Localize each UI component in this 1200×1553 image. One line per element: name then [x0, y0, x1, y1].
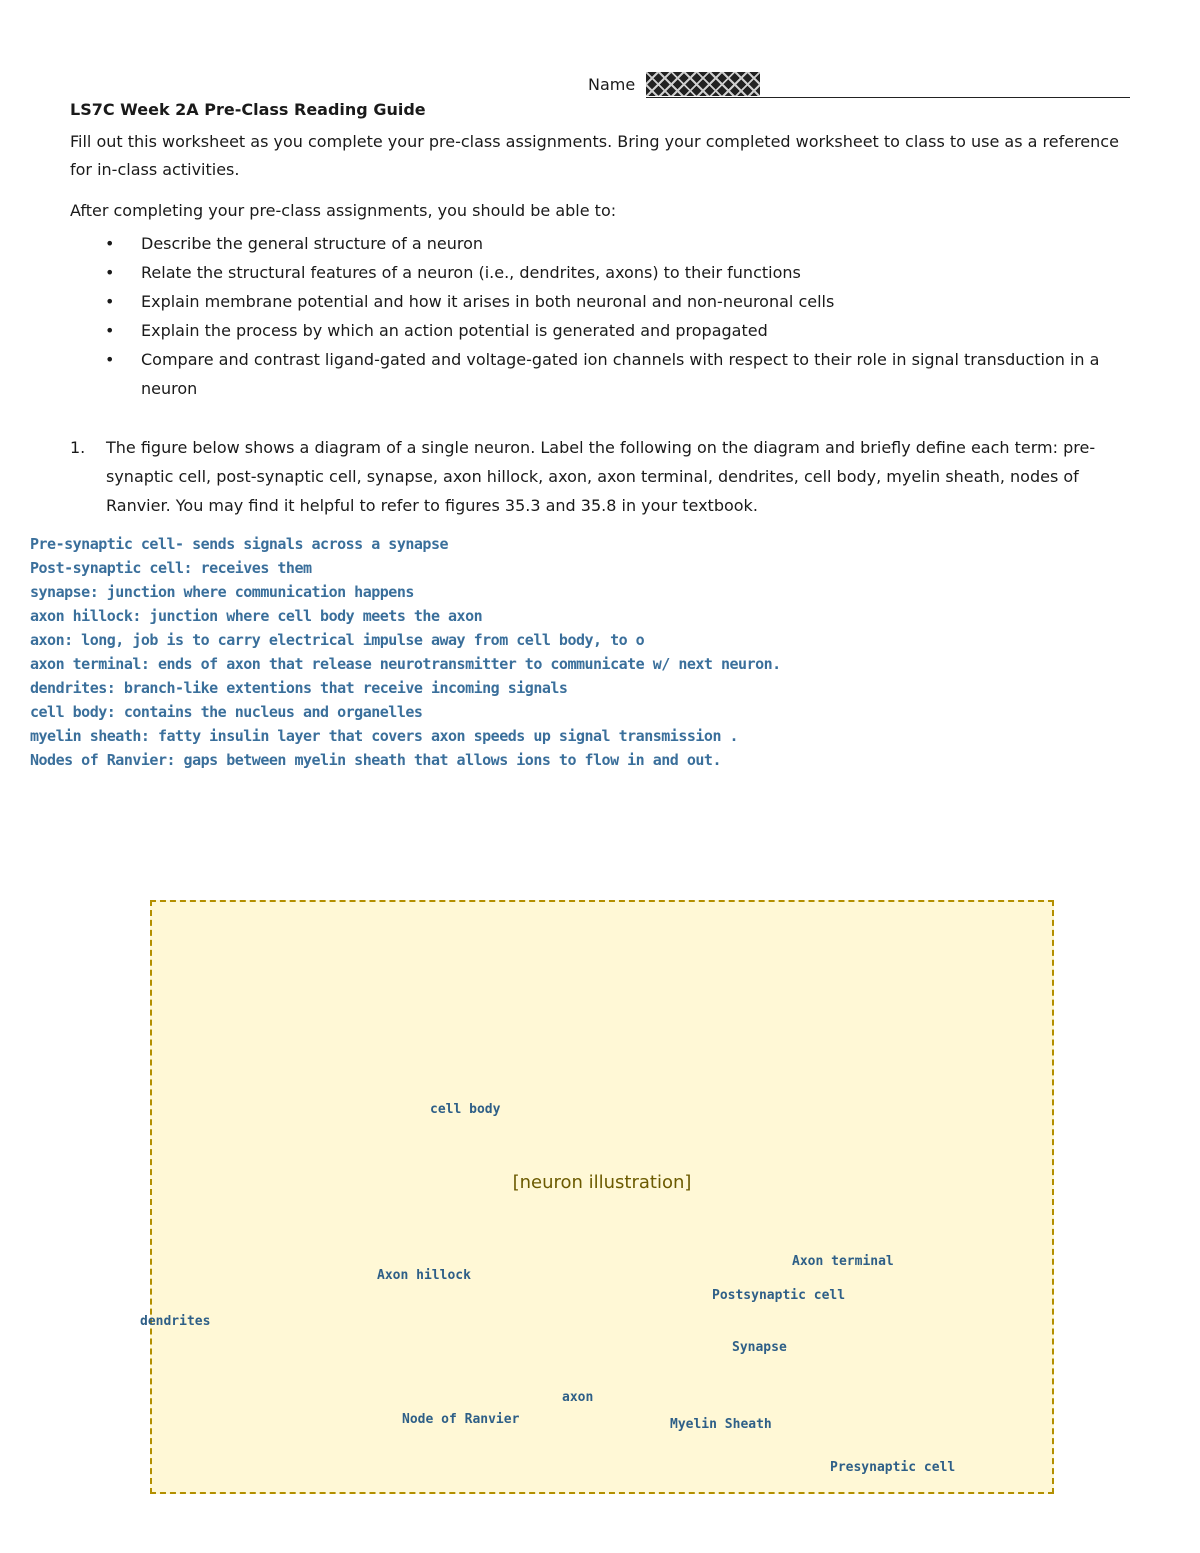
- label-cell-body: cell body: [430, 1102, 501, 1117]
- objectives-list: [70, 229, 1130, 403]
- objective-item: • Explain the process by which an action potential is generated and propagated: [70, 316, 1130, 345]
- neuron-figure: [140, 900, 1054, 1494]
- answer-line: dendrites: branch-like extentions that receive incoming signals: [30, 679, 568, 697]
- label-axon: axon: [562, 1390, 594, 1405]
- label-presynaptic-cell: Presynaptic cell: [830, 1460, 956, 1475]
- answer-line: Post-synaptic cell: receives them: [30, 559, 312, 577]
- objective-item: • Describe the general structure of a neuron: [70, 229, 1130, 258]
- name-underline: [646, 97, 1130, 98]
- objectives-lead: After completing your pre-class assignments, you should be able to:: [70, 201, 617, 220]
- answer-line: synapse: junction where communication happens: [30, 583, 414, 601]
- name-label: Name: [588, 75, 636, 94]
- answer-line: Pre-synaptic cell- sends signals across a synapse: [30, 535, 449, 553]
- intro-paragraph: Fill out this worksheet as you complete your pre-class assignments. Bring your completed worksheet to class to use as a reference for in-class activities.: [70, 132, 1119, 179]
- label-synapse: Synapse: [732, 1340, 787, 1355]
- name-redaction: [646, 72, 760, 96]
- name-field: [588, 72, 1130, 98]
- answer-line: axon hillock: junction where cell body meets the axon: [30, 607, 483, 625]
- objective-item: • Compare and contrast ligand-gated and voltage-gated ion channels with respect to their role in signal transduction in a neuron: [70, 345, 1130, 403]
- label-dendrites: dendrites: [140, 1314, 211, 1329]
- bullet-icon: •: [105, 234, 115, 253]
- question-1: [70, 433, 1130, 520]
- label-axon-hillock: Axon hillock: [377, 1268, 471, 1283]
- objective-item: • Explain membrane potential and how it arises in both neuronal and non-neuronal cells: [70, 287, 1130, 316]
- question-number: 1.: [70, 438, 86, 457]
- label-postsynaptic-cell: Postsynaptic cell: [712, 1288, 846, 1303]
- answer-line: Nodes of Ranvier: gaps between myelin sheath that allows ions to flow in and out.: [30, 751, 721, 769]
- objective-item: • Relate the structural features of a neuron (i.e., dendrites, axons) to their functions: [70, 258, 1130, 287]
- handwritten-answers: [30, 532, 850, 772]
- neuron-image-placeholder: [neuron illustration]: [512, 1172, 692, 1193]
- answer-line: axon terminal: ends of axon that release neurotransmitter to communicate w/ next neuron.: [30, 655, 781, 673]
- label-axon-terminal: Axon terminal: [792, 1254, 894, 1269]
- bullet-icon: •: [105, 350, 115, 369]
- label-myelin-sheath: Myelin Sheath: [670, 1417, 772, 1432]
- bullet-icon: •: [105, 263, 115, 282]
- answer-line: axon: long, job is to carry electrical impulse away from cell body, to o: [30, 631, 645, 649]
- answer-line: cell body: contains the nucleus and organelles: [30, 703, 423, 721]
- label-node-of-ranvier: Node of Ranvier: [402, 1412, 520, 1427]
- bullet-icon: •: [105, 292, 115, 311]
- question-text: The figure below shows a diagram of a single neuron. Label the following on the diagram and briefly define each term: pre-synaptic cell, post-synaptic cell, synapse, axon hillock, axon, axon terminal, dendrites, cell body, myelin sheath, nodes of Ranvier. You may find it helpful to refer to figures 35.3 and 35.8 in your textbook.: [106, 438, 1096, 515]
- answer-line: myelin sheath: fatty insulin layer that covers axon speeds up signal transmission .: [30, 727, 739, 745]
- worksheet-title: LS7C Week 2A Pre-Class Reading Guide: [70, 100, 426, 119]
- bullet-icon: •: [105, 321, 115, 340]
